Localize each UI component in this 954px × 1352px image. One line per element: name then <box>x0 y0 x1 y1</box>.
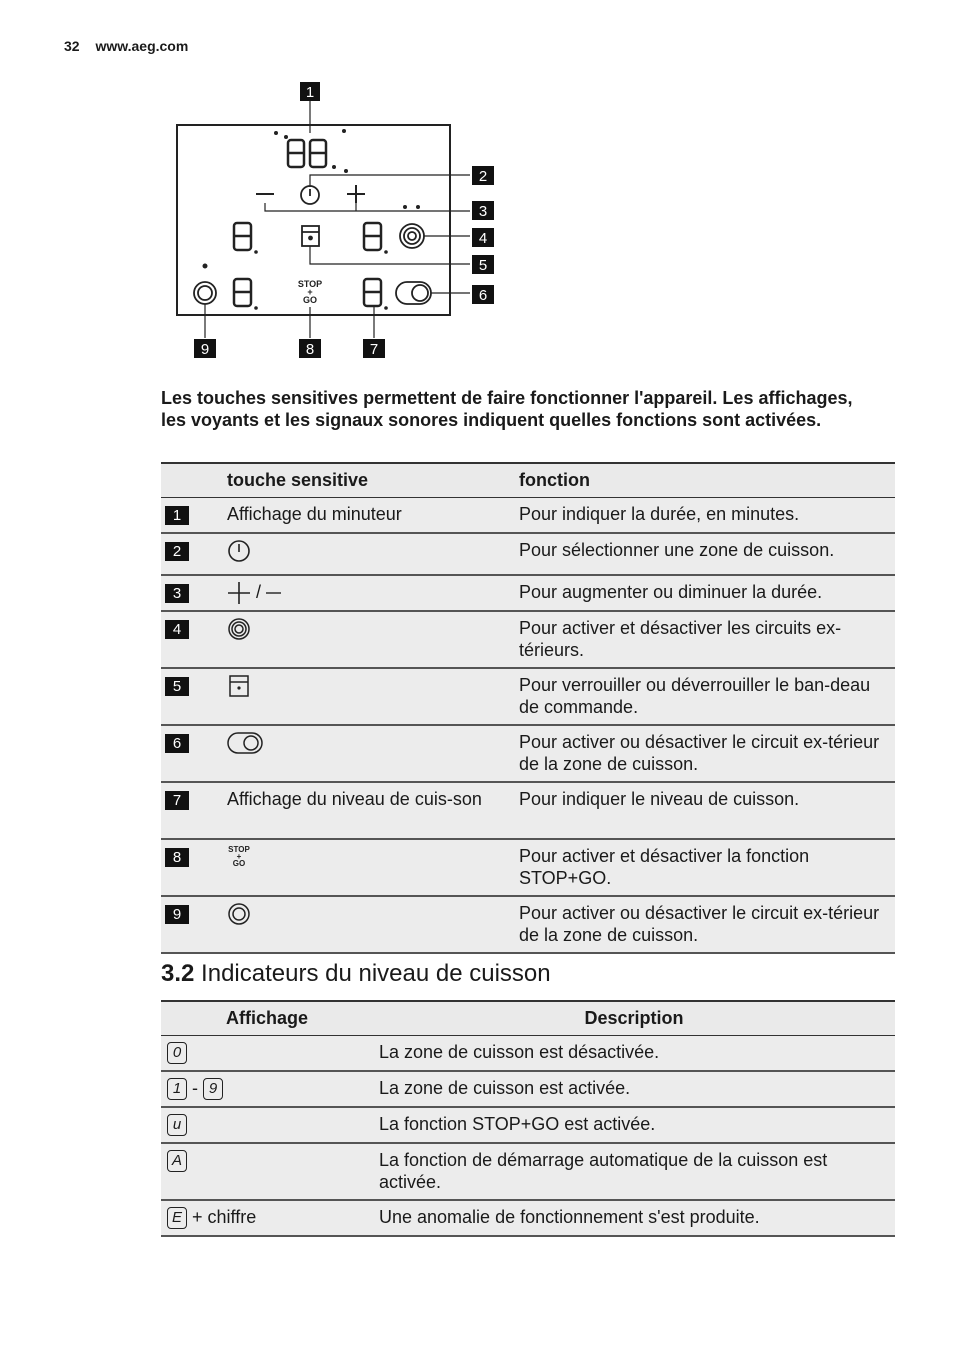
double-circuit-icon[interactable] <box>194 282 216 304</box>
display-cell <box>161 1071 373 1107</box>
description-cell: La zone de cuisson est activée. <box>373 1071 895 1107</box>
touch-cell <box>221 668 513 725</box>
cooking-level-table <box>161 1000 895 1237</box>
svg-text:STOP: STOP <box>228 845 250 855</box>
site-url: www.aeg.com <box>95 38 189 54</box>
table-row <box>161 1036 895 1072</box>
row-number: 9 <box>165 905 189 924</box>
svg-text:+: + <box>236 852 242 862</box>
range-separator: - <box>192 1078 199 1098</box>
oval-circuit-icon <box>227 731 263 755</box>
segment-display: E <box>167 1207 187 1229</box>
row-number: 2 <box>165 542 189 561</box>
function-cell: Pour activer ou désactiver le circuit ex-térieur de la zone de cuisson. <box>513 896 895 953</box>
stop-go-icon[interactable] <box>298 279 322 305</box>
svg-text:6: 6 <box>478 287 488 304</box>
svg-text:5: 5 <box>478 257 488 274</box>
table-row <box>161 498 895 534</box>
touch-keys-table <box>161 462 895 954</box>
row-number: 3 <box>165 584 189 603</box>
row-number: 5 <box>165 677 189 696</box>
plus-key[interactable] <box>347 185 365 203</box>
touch-cell <box>221 575 513 611</box>
touch-cell <box>221 611 513 668</box>
function-cell: Pour indiquer le niveau de cuisson. <box>513 782 895 839</box>
description-cell: Une anomalie de fonctionnement s'est produite. <box>373 1200 895 1236</box>
touch-cell <box>221 839 513 896</box>
svg-text:8: 8 <box>305 341 315 358</box>
svg-text:3: 3 <box>478 203 488 220</box>
segment-display: 1 <box>167 1078 187 1100</box>
touch-cell: Affichage du minuteur <box>221 498 513 534</box>
table-row <box>161 611 895 668</box>
plus-icon <box>227 582 251 604</box>
col-display: Affichage <box>161 1001 373 1036</box>
row-number: 8 <box>165 848 189 867</box>
function-cell: Pour verrouiller ou déverrouiller le ban-deau de commande. <box>513 668 895 725</box>
display-cell <box>161 1107 373 1143</box>
touch-cell <box>221 896 513 953</box>
segment-display: u <box>167 1114 187 1136</box>
page-number: 32 <box>64 38 80 54</box>
page-header <box>64 38 188 54</box>
triple-circuit-icon[interactable] <box>400 224 424 248</box>
row-number: 1 <box>165 506 189 525</box>
table-row <box>161 1107 895 1143</box>
control-panel-diagram <box>150 75 510 365</box>
svg-text:4: 4 <box>478 230 488 247</box>
table-row <box>161 725 895 782</box>
intro-text: Les touches sensitives permettent de faire fonctionner l'appareil. Les affichages, les voyants et les signaux sonores indiquent quelles fonctions sont activées. <box>161 388 853 430</box>
svg-text:7: 7 <box>369 341 379 358</box>
section-title: Indicateurs du niveau de cuisson <box>201 960 551 987</box>
display-cell <box>161 1143 373 1200</box>
lock-icon <box>227 674 251 698</box>
table-row <box>161 575 895 611</box>
table-row <box>161 896 895 953</box>
triple-circuit-icon <box>227 617 251 641</box>
section-heading <box>161 960 551 988</box>
svg-text:2: 2 <box>478 168 488 185</box>
description-cell: La zone de cuisson est désactivée. <box>373 1036 895 1072</box>
stop-go-icon <box>227 845 255 871</box>
double-circuit-icon <box>227 902 251 926</box>
segment-display: A <box>167 1150 187 1172</box>
svg-text:STOP: STOP <box>297 279 323 289</box>
table-row <box>161 1143 895 1200</box>
function-cell: Pour sélectionner une zone de cuisson. <box>513 533 895 575</box>
timer-icon <box>227 539 251 563</box>
section-number: 3.2 <box>161 960 195 987</box>
svg-text:GO: GO <box>232 859 246 869</box>
oval-circuit-icon[interactable] <box>396 282 431 304</box>
description-cell: La fonction STOP+GO est activée. <box>373 1107 895 1143</box>
segment-display: 0 <box>167 1042 187 1064</box>
table-row <box>161 782 895 839</box>
timer-icon[interactable] <box>301 186 319 204</box>
svg-text:9: 9 <box>200 341 210 358</box>
table-row <box>161 1200 895 1236</box>
col-description: Description <box>373 1001 895 1036</box>
col-touch: touche sensitive <box>221 463 513 498</box>
row-number: 4 <box>165 620 189 639</box>
table-row <box>161 1071 895 1107</box>
display-suffix: + chiffre <box>192 1207 257 1227</box>
segment-display: 9 <box>203 1078 223 1100</box>
touch-cell <box>221 533 513 575</box>
svg-text:GO: GO <box>302 295 318 305</box>
function-cell: Pour activer et désactiver les circuits ex-térieurs. <box>513 611 895 668</box>
table-row <box>161 839 895 896</box>
row-number: 6 <box>165 734 189 753</box>
svg-text:+: + <box>307 287 313 297</box>
table-row <box>161 668 895 725</box>
function-cell: Pour activer ou désactiver le circuit ex-térieur de la zone de cuisson. <box>513 725 895 782</box>
table-row <box>161 533 895 575</box>
touch-cell <box>221 725 513 782</box>
col-function: fonction <box>513 463 895 498</box>
minus-icon <box>266 582 282 604</box>
function-cell: Pour indiquer la durée, en minutes. <box>513 498 895 534</box>
svg-text:1: 1 <box>305 84 315 101</box>
display-cell <box>161 1200 373 1236</box>
touch-cell: Affichage du niveau de cuis-son <box>221 782 513 839</box>
lock-icon[interactable] <box>302 226 319 246</box>
display-cell <box>161 1036 373 1072</box>
function-cell: Pour activer et désactiver la fonction STOP+GO. <box>513 839 895 896</box>
function-cell: Pour augmenter ou diminuer la durée. <box>513 575 895 611</box>
row-number: 7 <box>165 791 189 810</box>
timer-display <box>288 140 326 167</box>
description-cell: La fonction de démarrage automatique de la cuisson est activée. <box>373 1143 895 1200</box>
separator: / <box>256 582 262 602</box>
